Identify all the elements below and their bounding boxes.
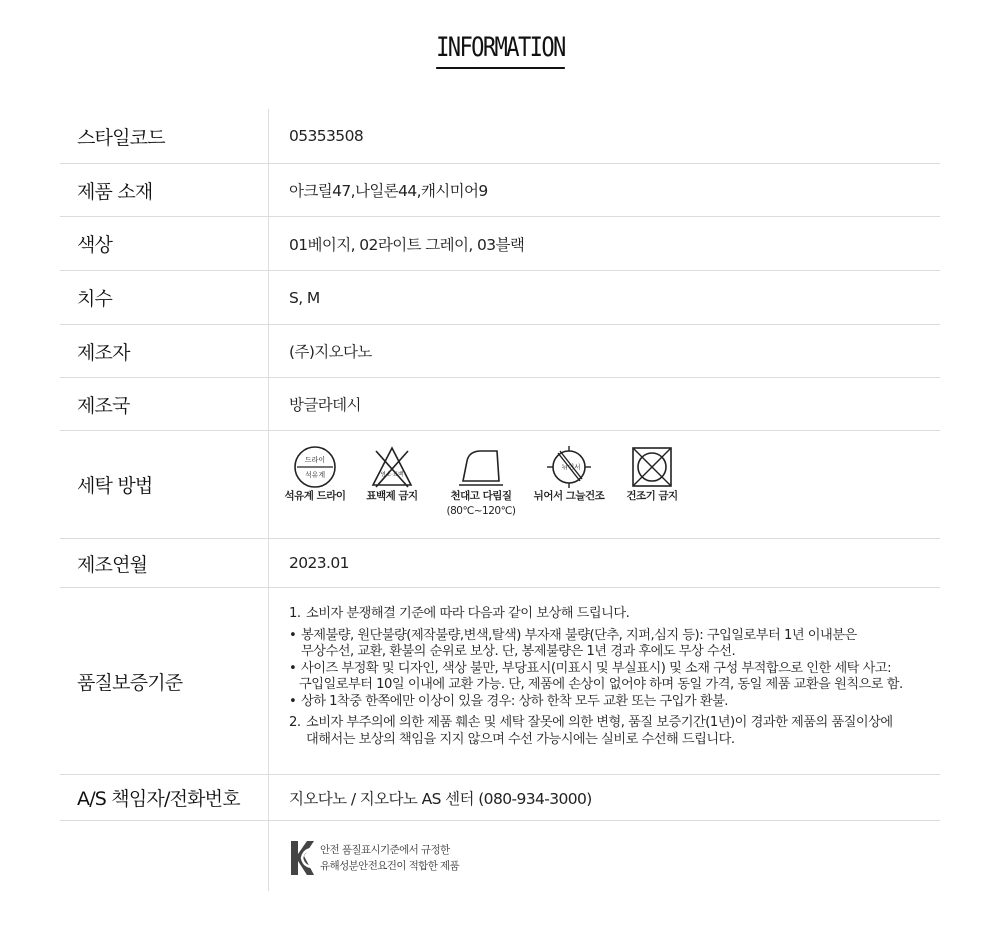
kc-mark-icon	[289, 839, 315, 877]
warranty-item-1	[289, 606, 939, 623]
warranty-bullet-2-text: 사이즈 부정확 및 디자인, 색상 불만, 부당표시(미표시 및 부실표시) 및 소재 구성 부적합으로 인한 세탁 사고:	[301, 660, 892, 676]
material-value: 아크릴47,나일론44,캐시미어9	[289, 182, 488, 200]
row-size	[60, 271, 940, 325]
row-color	[60, 217, 940, 271]
warranty-item-2-text: 소비자 부주의에 의한 제품 훼손 및 세탁 잘못에 의한 변형, 품질 보증기간(1년)이 경과한 제품의 품질이상에	[306, 715, 893, 730]
iron-caption-temp: (80℃~120℃)	[446, 505, 516, 517]
kc-certification	[289, 839, 459, 877]
row-style-code	[60, 109, 940, 164]
row-warranty	[60, 588, 940, 775]
dry-clean-inner-bottom: 석유계	[304, 471, 326, 479]
warranty-bullet-1-cont: 무상수선, 교환, 환불의 순위로 보상. 단, 봉제불량은 1년 경과 후에도 무상 수선.	[301, 644, 736, 659]
warranty-item-2	[289, 715, 939, 732]
as-contact-value: 지오다노 / 지오다노 AS 센터 (080-934-3000)	[289, 789, 592, 808]
size-value: S, M	[289, 288, 320, 307]
no-tumble-dry-icon	[630, 445, 674, 489]
warranty-bullet-3	[289, 694, 939, 711]
warranty-text	[289, 606, 939, 748]
row-manufacture-date	[60, 539, 940, 588]
kc-line-1: 안전 품질표시기준에서 규정한	[320, 844, 450, 856]
care-symbol-no-tumble	[618, 445, 686, 504]
care-symbol-iron	[443, 445, 519, 519]
manufacture-date-value: 2023.01	[289, 554, 349, 572]
style-code-label: 스타일코드	[77, 126, 165, 149]
manufacturer-value: (주)지오다노	[289, 343, 372, 361]
product-info-table	[60, 109, 940, 891]
page-title	[0, 30, 1000, 69]
warranty-bullet-3-text: 상하 1착중 한쪽에만 이상이 있을 경우: 상하 한착 모두 교환 또는 구입가 환불.	[301, 693, 728, 709]
shade-dry-inner: 뉘어서	[561, 463, 581, 471]
warranty-bullet-2-cont: 구입일로부터 10일 이내에 교환 가능. 단, 제품에 손상이 없어야 하며 동일 가격, 동일 제품 교환을 원칙으로 함.	[299, 677, 903, 692]
care-symbols	[281, 445, 701, 535]
row-country	[60, 378, 940, 431]
warranty-item-2-cont: 대해서는 보상의 책임을 지지 않으며 수선 가능시에는 실비로 수선해 드립니다.	[306, 731, 735, 747]
shade-dry-flat-icon	[545, 445, 593, 489]
color-value: 01베이지, 02라이트 그레이, 03블랙	[289, 235, 525, 254]
warranty-bullet-1-text: 봉제불량, 원단불량(제작불량,변색,탈색) 부자재 불량(단추, 지퍼,심지 등): 구입일로부터 1년 이내분은	[301, 627, 857, 643]
iron-cloth-icon	[457, 445, 505, 489]
dry-clean-caption: 석유계 드라이	[284, 490, 346, 502]
washing-label: 세탁 방법	[77, 475, 153, 497]
no-tumble-caption: 건조기 금지	[626, 490, 678, 502]
warranty-item-2-num: 2.	[289, 715, 301, 730]
warranty-bullet-2	[289, 661, 939, 678]
material-label: 제품 소재	[77, 180, 153, 203]
warranty-item-1-num: 1.	[289, 606, 301, 621]
row-as-contact	[60, 775, 940, 821]
bullet-dot: •	[289, 627, 297, 643]
warranty-label: 품질보증기준	[77, 671, 183, 694]
style-code-value: 05353508	[289, 127, 364, 145]
row-manufacturer	[60, 325, 940, 378]
page-title-text: INFORMATION	[436, 30, 565, 69]
warranty-item-1-text: 소비자 분쟁해결 기준에 따라 다음과 같이 보상해 드립니다.	[306, 606, 630, 621]
shade-dry-caption: 뉘어서 그늘건조	[533, 490, 605, 502]
bullet-dot: •	[289, 660, 297, 676]
manufacturer-label: 제조자	[77, 341, 130, 364]
care-symbol-shade-dry	[528, 445, 610, 504]
row-kc-mark	[60, 821, 940, 891]
manufacture-date-label: 제조연월	[77, 553, 148, 576]
care-symbol-dry-clean	[281, 445, 349, 504]
country-value: 방글라데시	[289, 396, 361, 414]
no-bleach-caption: 표백제 금지	[366, 490, 418, 502]
kc-line-2: 유해성분안전요건이 적합한 제품	[320, 860, 460, 872]
row-material	[60, 164, 940, 217]
bullet-dot: •	[289, 693, 297, 709]
as-contact-label: A/S 책임자/전화번호	[77, 788, 240, 810]
row-washing	[60, 431, 940, 539]
warranty-bullet-1	[289, 628, 939, 645]
size-label: 치수	[77, 288, 113, 310]
no-bleach-icon	[370, 445, 414, 489]
care-symbol-no-bleach	[360, 445, 424, 504]
no-bleach-inner: 염소·표백	[380, 472, 404, 478]
country-label: 제조국	[77, 394, 130, 417]
color-label: 색상	[77, 234, 113, 256]
dry-clean-petroleum-icon	[293, 445, 337, 489]
iron-caption: 천대고 다림질	[450, 490, 512, 502]
dry-clean-inner-top: 드라이	[304, 456, 326, 464]
